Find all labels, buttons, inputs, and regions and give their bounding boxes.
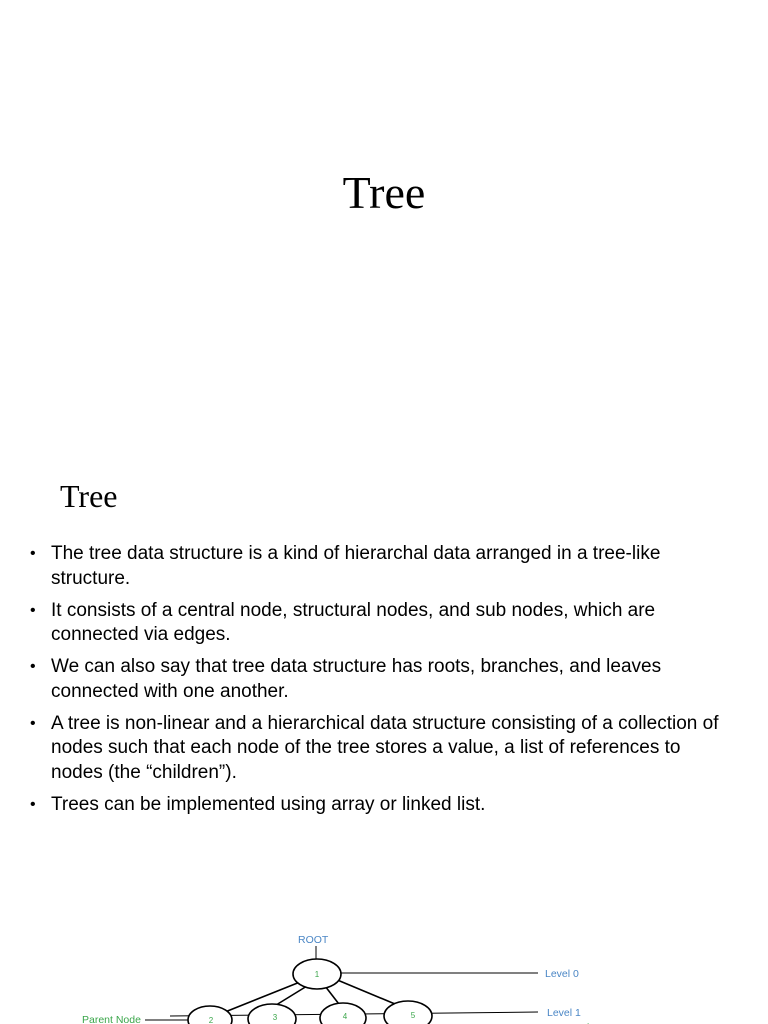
node-label: 2 xyxy=(208,1016,214,1024)
parent-node-label: Parent Node xyxy=(82,1014,141,1024)
bullet-item: • A tree is non-linear and a hierarchical data structure consisting of a collection of nodes such that each node of the tree stores a value, a list of references to nodes (the “children”). xyxy=(30,712,730,786)
node-label: 4 xyxy=(342,1012,348,1021)
level1-label: Level 1 xyxy=(547,1007,581,1019)
content-title: Tree xyxy=(60,478,118,514)
bullet-item: • We can also say that tree data structure has roots, branches, and leaves connected with one another. xyxy=(30,655,730,704)
stray-mark: . xyxy=(587,1017,590,1024)
tree-diagram xyxy=(0,926,768,1024)
slide-title: Tree xyxy=(342,167,426,218)
root-label: ROOT xyxy=(298,934,329,946)
edge xyxy=(335,979,395,1004)
bullet-item: • It consists of a central node, structural nodes, and sub nodes, which are connected via edges. xyxy=(30,599,730,648)
content-slide xyxy=(0,436,768,1024)
node-label: 1 xyxy=(314,970,320,979)
bullet-list xyxy=(30,542,730,825)
bullet-item: • Trees can be implemented using array or linked list. xyxy=(30,793,730,818)
tree-node xyxy=(384,1001,432,1024)
node-label: 3 xyxy=(272,1013,278,1022)
title-slide xyxy=(0,0,768,436)
level0-label: Level 0 xyxy=(545,968,579,980)
bullet-item: • The tree data structure is a kind of hierarchal data arranged in a tree-like structure. xyxy=(30,542,730,591)
node-label: 5 xyxy=(410,1011,416,1020)
